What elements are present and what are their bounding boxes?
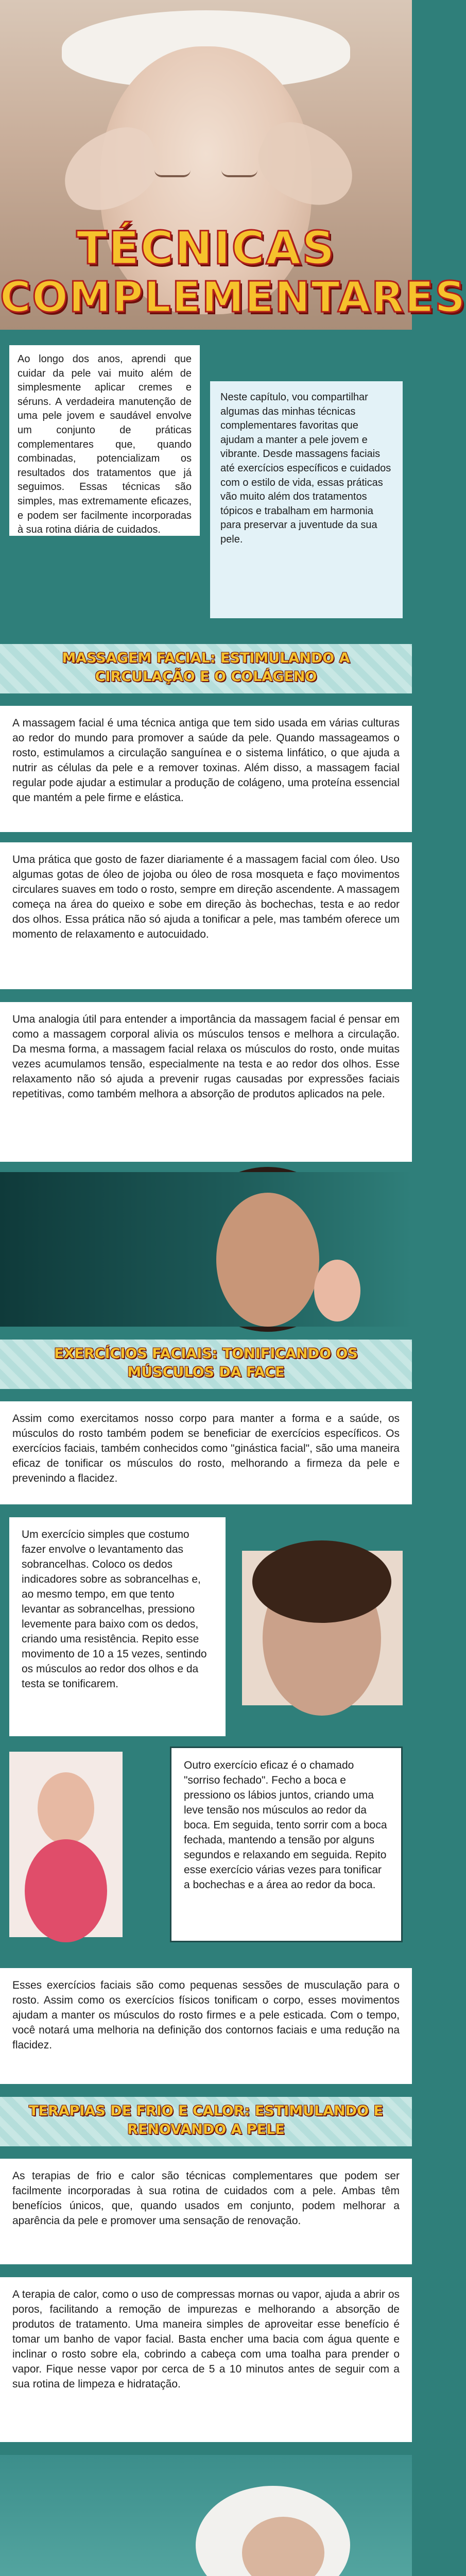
shirt-shape (25, 1839, 107, 1942)
photo-smile-exercise (9, 1752, 123, 1937)
closed-eye-right (221, 170, 257, 177)
section1-paragraph2: Uma prática que gosto de fazer diariamente é a massagem facial com óleo. Uso algumas gotas de óleo de jojoba ou óleo de rosa mosqueta e faço movimentos circulares suaves em todo o rosto, sempre em direção ascendente. A massagem começa na área do queixo e sobe em direção às bochechas, testa e ao redor dos olhos. Essa prática não só ajuda a tonificar a pele, mas também oferece um momento de relaxamento e autocuidado. (0, 842, 412, 989)
section3-header (0, 2097, 412, 2146)
hero-title-line1: TÉCNICAS (76, 222, 336, 275)
section1-title-line1: MASSAGEM FACIAL: ESTIMULANDO A (62, 650, 350, 666)
section2-paragraph4: Esses exercícios faciais são como pequenas sessões de musculação para o rosto. Assim como os exercícios físicos tonificam o corpo, esses movimentos ajudam a manter os músculos do rosto firmes e a pele esticada. Com o tempo, você notará uma melhoria na definição dos contornos faciais e uma redução na flacidez. (0, 1968, 412, 2084)
hero-title-line2: COMPLEMENTARES (0, 273, 466, 322)
section3-title-line2: RENOVANDO A PELE (127, 2122, 285, 2138)
section1-paragraph3: Uma analogia útil para entender a importância da massagem facial é pensar em como a massagem corporal alivia os músculos tensos e melhora a circulação. Da mesma forma, a massagem facial relaxa os músculos do rosto, onde muitas vezes acumulamos tensão, especialmente na testa e ao redor dos olhos. Esse relaxamento não só ajuda a prevenir rugas causadas por expressões faciais repetitivas, como também melhora a absorção de produtos aplicados na pele. (0, 1002, 412, 1162)
section2-paragraph1: Assim como exercitamos nosso corpo para manter a forma e a saúde, os músculos do rosto também podem se beneficiar de exercícios específicos. Os exercícios faciais, também conhecidos como "ginástica facial", são uma maneira eficaz de tonificar os músculos do rosto, melhorando a firmeza da pele e prevenindo a flacidez. (0, 1401, 412, 1504)
closed-eye-left (154, 170, 191, 177)
photo-woman-smiling (0, 1172, 412, 1327)
hair-shape (252, 1540, 391, 1623)
section2-paragraph3: Outro exercício eficaz é o chamado "sorriso fechado". Fecho a boca e pressiono os lábios juntos, criando uma leve tensão nos músculos ao redor da boca. Em seguida, tento sorrir com a boca fechada, mantendo a tensão por alguns segundos e relaxando em seguida. Repito esse exercício várias vezes para tonificar a bochechas e a área ao redor da boca. (170, 1747, 403, 1942)
section3-title-line1: TERAPIAS DE FRIO E CALOR: ESTIMULANDO E (29, 2103, 383, 2119)
section1-paragraph1: A massagem facial é uma técnica antiga que tem sido usada em várias culturas ao redor do mundo para promover a saúde da pele. Quando massageamos o rosto, estimulamos a circulação sanguínea e o sistema linfático, o que ajuda a nutrir as células da pele e a remover toxinas. Além disso, a massagem facial regular pode ajudar a estimular a produção de colágeno, uma proteína essencial que mantém a pele firme e elástica. (0, 706, 412, 832)
intro-right-text: Neste capítulo, vou compartilhar algumas das minhas técnicas complementares favoritas que ajudam a manter a pele jovem e vibrante. Desde massagens faciais até exercícios específicos e cuidados com o estilo de vida, essas práticas vão muito além dos tratamentos tópicos e trabalham em harmonia para preservar a juventude da sua pele. (210, 381, 403, 618)
hero-image (0, 0, 466, 330)
intro-left-text: Ao longo dos anos, aprendi que cuidar da pele vai muito além de simplesmente aplicar cremes e séruns. A verdadeira manutenção de uma pele jovem e saudável envolve um conjunto de práticas complementares que, quando combinadas, potencializam os resultados dos tratamentos que já seguimos. Essas técnicas são simples, mas extremamente eficazes, e podem ser facilmente incorporadas à sua rotina diária de cuidados. (9, 345, 200, 536)
section2-header (0, 1340, 412, 1389)
section3-paragraph1: As terapias de frio e calor são técnicas complementares que podem ser facilmente incorporadas à sua rotina de cuidados com a pele. Ambas têm benefícios únicos, que, quando usados em conjunto, podem melhorar a aparência da pele e promover uma sensação de renovação. (0, 2159, 412, 2264)
section2-paragraph2: Um exercício simples que costumo fazer envolve o levantamento das sobrancelhas. Coloco os dedos indicadores sobre as sobrancelhas e, ao mesmo tempo, em que tento levantar as sobrancelhas, pressiono levemente para baixo com os dedos, criando uma resistência. Repito esse movimento de 10 a 15 vezes, sentindo os músculos ao redor dos olhos e da testa se tonificarem. (9, 1517, 226, 1736)
section2-title-line2: MÚSCULOS DA FACE (127, 1364, 285, 1380)
photo-cold-therapy (0, 2455, 412, 2576)
hand-shape (314, 1260, 360, 1321)
photo-eyebrow-exercise (242, 1551, 403, 1705)
section2-title-line1: EXERCÍCIOS FACIAIS: TONIFICANDO OS (54, 1346, 358, 1362)
section1-header (0, 644, 412, 693)
section3-paragraph2: A terapia de calor, como o uso de compressas mornas ou vapor, ajuda a abrir os poros, facilitando a remoção de impurezas e melhorando a absorção de produtos de tratamento. Uma maneira simples de aproveitar esse benefício é tomar um banho de vapor facial. Basta encher uma bacia com água quente e inclinar o rosto sobre ela, cobrindo a cabeça com uma toalha para prender o vapor. Fique nesse vapor por cerca de 5 a 10 minutos antes de seguir com a sua rotina de limpeza e hidratação. (0, 2277, 412, 2442)
section1-title-line2: CIRCULAÇÃO E O COLÁGENO (95, 669, 317, 685)
face-shape (216, 1193, 319, 1327)
face-shape (38, 1772, 94, 1844)
